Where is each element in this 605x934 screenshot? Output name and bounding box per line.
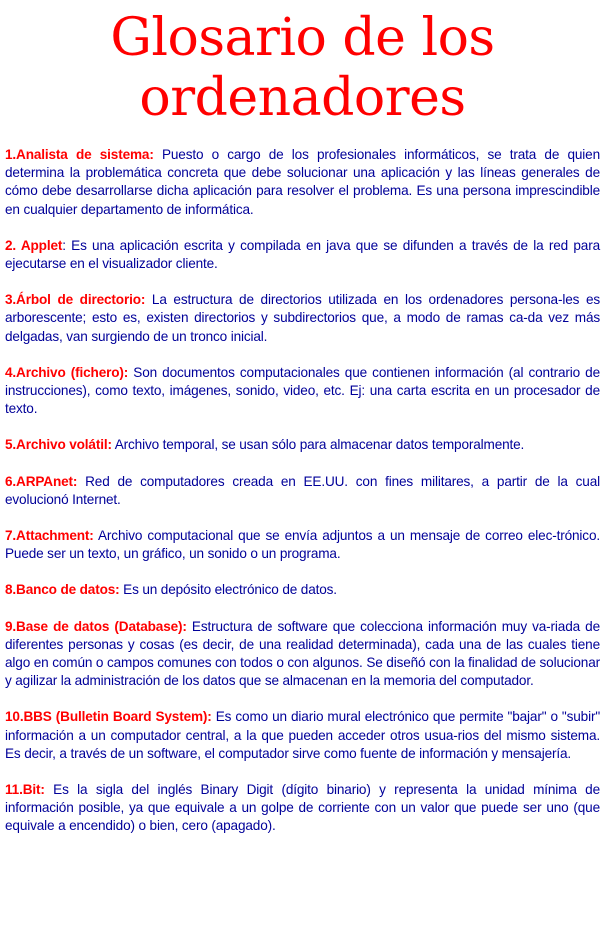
glossary-term: 10.BBS (Bulletin Board System): <box>5 709 212 725</box>
glossary-entry-9 <box>5 618 600 691</box>
glossary-definition: Es un depósito electrónico de datos. <box>119 582 337 598</box>
glossary-entry-4 <box>5 364 600 419</box>
glossary-term: 1.Analista de sistema: <box>5 147 154 162</box>
glossary-definition: Archivo computacional que se envía adjuntos a un mensaje de correo elec-trónico. Puede ser un texto, un gráfico, un sonido o un programa. <box>5 528 600 562</box>
page-title <box>5 8 600 128</box>
glossary-entry-11 <box>5 781 600 836</box>
glossary-definition: : Es una aplicación escrita y compilada en java que se difunden a través de la red para ejecutarse en el visualizador cliente. <box>5 237 600 272</box>
glossary-definition: Estructura de software que colecciona información muy va-riada de diferentes personas y cosas (es decir, de una realidad determinada), cada una de las cuales tiene algo en común o campos comunes con todos o con algunos. Se diseñó con la finalidad de solucionar y agilizar la administración de los datos que se almacenan en la memoria del computador. <box>5 618 600 689</box>
glossary-entry-10 <box>5 708 600 763</box>
glossary-definition: La estructura de directorios utilizada en los ordenadores persona-les es arborescente; esto es, existen directorios y subdirectorios que, a modo de ramas ca-da vez más delgadas, van surgiendo de un tronco inicial. <box>5 292 601 344</box>
glossary-term: 3.Árbol de directorio: <box>5 292 146 308</box>
glossary-entry-6 <box>5 473 600 509</box>
glossary-definition: Puesto o cargo de los profesionales informáticos, se trata de quien determina la problemática concreta que debe solucionar una aplicación y las líneas generales de cómo debe desarrollarse dicha aplicación para resolver el problema. Es una persona imprescindible en cualquier departamento de informática. <box>5 147 600 217</box>
glossary-term: 7.Attachment: <box>5 528 94 544</box>
glossary-term: 9.Base de datos (Database): <box>5 618 187 634</box>
glossary-definition: Son documentos computacionales que contienen información (al contrario de instrucciones), como texto, imágenes, sonido, video, etc. Ej: una carta escrita en un procesador de texto. <box>5 364 600 417</box>
glossary-term: 6.ARPAnet: <box>5 473 78 489</box>
glossary-term: 11.Bit: <box>5 782 45 798</box>
page-title-line-1: Glosario de los <box>110 8 495 68</box>
glossary-list <box>5 146 600 836</box>
glossary-entry-5 <box>5 436 600 454</box>
glossary-definition: Archivo temporal, se usan sólo para almacenar datos temporalmente. <box>111 437 525 453</box>
glossary-term: 2. Applet <box>5 237 63 253</box>
glossary-term: 5.Archivo volátil: <box>5 437 112 453</box>
glossary-entry-8 <box>5 581 600 599</box>
glossary-definition: Es la sigla del inglés Binary Digit (dígito binario) y representa la unidad mínima de información posible, ya que equivale a un golpe de corriente con un valor que puede ser uno (que equivale a encendido) o bien, cero (apagado). <box>5 782 600 834</box>
glossary-definition: Es como un diario mural electrónico que permite "bajar" o "subir" información a un computador central, a la que pueden acceder otros usua-rios del mismo sistema. Es decir, a través de un software, el computador sirve como fuente de información y mensajería. <box>5 709 600 761</box>
glossary-term: 4.Archivo (fichero): <box>5 364 129 380</box>
page-title-line-2: ordenadores <box>139 68 466 128</box>
glossary-definition: Red de computadores creada en EE.UU. con fines militares, a partir de la cual evolucionó Internet. <box>5 473 600 507</box>
glossary-entry-1 <box>5 146 600 219</box>
glossary-entry-7 <box>5 527 600 563</box>
glossary-entry-3 <box>5 291 600 346</box>
glossary-entry-2 <box>5 237 600 273</box>
glossary-term: 8.Banco de datos: <box>5 582 120 598</box>
